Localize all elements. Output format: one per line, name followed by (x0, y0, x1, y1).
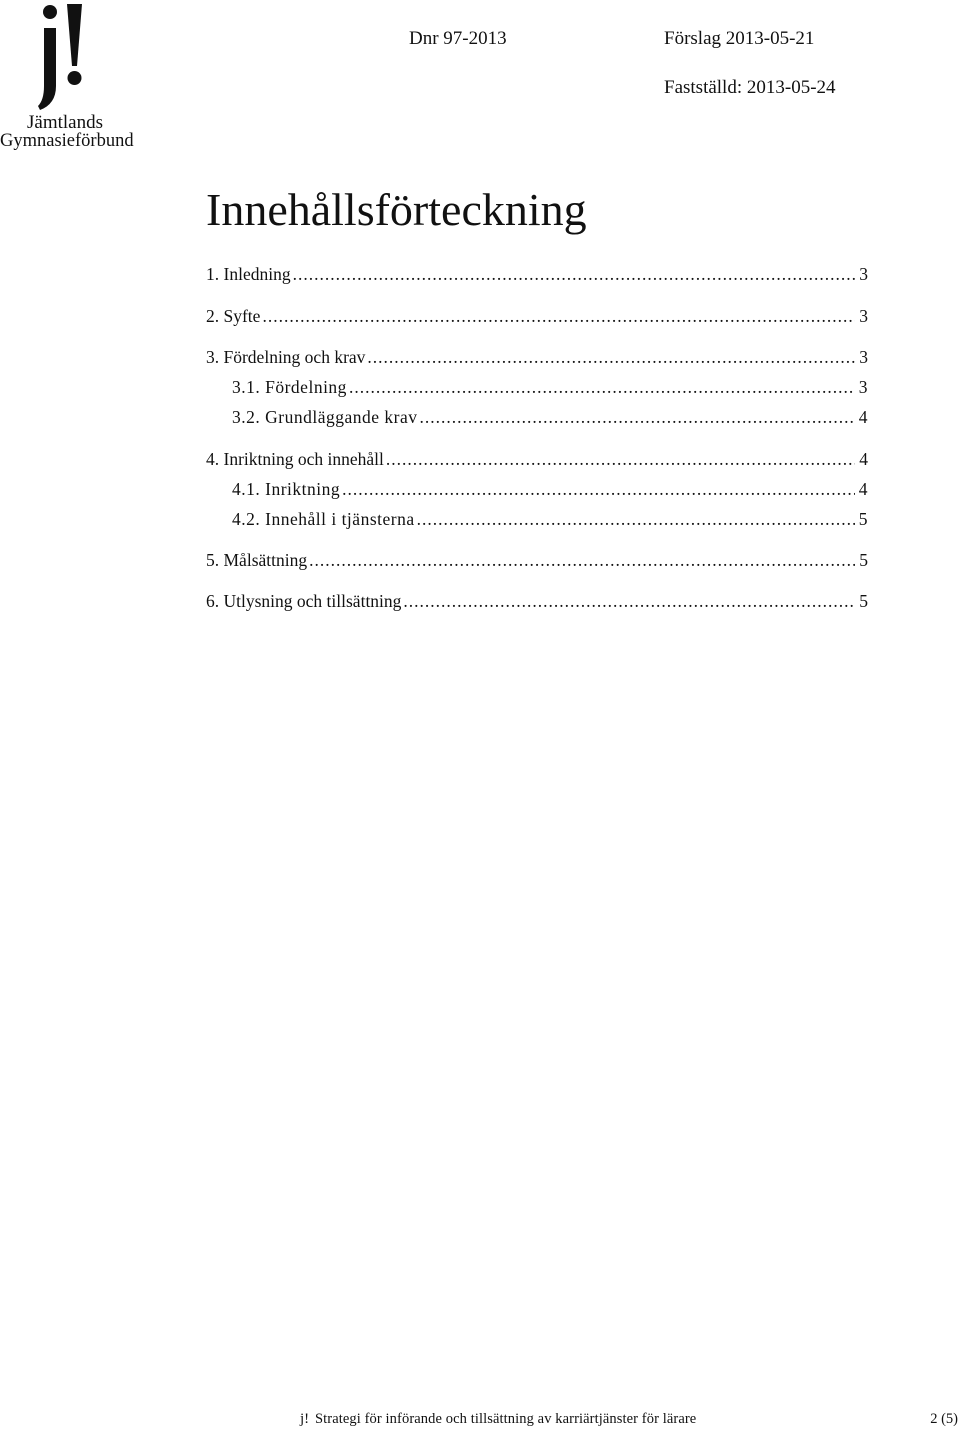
toc-dot-leader (262, 305, 855, 327)
toc-dot-leader (403, 590, 855, 612)
toc-entry-3[interactable] (206, 346, 868, 368)
j-exclamation-logo-icon (36, 0, 96, 112)
toc-entry-page: 4 (858, 479, 868, 499)
logo-text-line2: Gymnasieförbund (0, 131, 134, 151)
toc-entry-4[interactable] (206, 448, 868, 470)
toc-entry-page: 5 (859, 591, 868, 611)
footer-logo-mark: j! (300, 1411, 310, 1427)
toc-entry-label: 5. Målsättning (206, 550, 308, 570)
toc-dot-leader (309, 549, 855, 571)
toc-entry-page: 5 (859, 550, 868, 570)
toc-dot-leader (386, 448, 855, 470)
toc-entry-page: 4 (858, 407, 868, 427)
toc-entry-label: 3.1. Fördelning (232, 377, 347, 397)
toc-entry-page: 4 (859, 449, 868, 469)
toc-entry-2[interactable] (206, 305, 868, 327)
toc-entry-label: 1. Inledning (206, 264, 291, 284)
toc-entry-5[interactable] (206, 549, 868, 571)
toc-entry-label: 3. Fördelning och krav (206, 347, 366, 367)
toc-entry-label: 4.1. Inriktning (232, 479, 341, 499)
toc-dot-leader (349, 376, 855, 398)
toc-entry-label: 4.2. Innehåll i tjänsterna (232, 509, 415, 529)
document-number: Dnr 97-2013 (409, 28, 507, 49)
toc-entry-page: 3 (859, 347, 868, 367)
toc-entry-label: 6. Utlysning och tillsättning (206, 591, 402, 611)
toc-entry-page: 3 (858, 377, 868, 397)
footer-page-number: 2 (5) (930, 1411, 958, 1427)
approval-date: Fastställd: 2013-05-24 (664, 77, 836, 98)
toc-dot-leader (417, 508, 855, 530)
toc-entry-label: 2. Syfte (206, 306, 261, 326)
toc-entry-page: 3 (859, 264, 868, 284)
page-footer (300, 1408, 958, 1430)
toc-entry-3-1[interactable] (232, 376, 868, 398)
toc-entry-1[interactable] (206, 263, 868, 285)
toc-entry-3-2[interactable] (232, 406, 868, 428)
toc-entry-page: 3 (859, 306, 868, 326)
proposal-date: Förslag 2013-05-21 (664, 28, 815, 49)
logo-text-line1: Jämtlands (27, 112, 103, 133)
toc-title: Innehållsförteckning (206, 184, 587, 235)
toc-dot-leader (419, 406, 854, 428)
toc-entry-4-1[interactable] (232, 478, 868, 500)
footer-document-title: Strategi för införande och tillsättning av karriärtjänster för lärare (315, 1411, 697, 1427)
toc-entry-label: 3.2. Grundläggande krav (232, 407, 418, 427)
toc-dot-leader (367, 346, 855, 368)
toc-dot-leader (293, 263, 856, 285)
toc-dot-leader (342, 478, 855, 500)
toc-entry-label: 4. Inriktning och innehåll (206, 449, 384, 469)
toc-entry-4-2[interactable] (232, 508, 868, 530)
toc-entry-page: 5 (858, 509, 868, 529)
toc-entry-6[interactable] (206, 590, 868, 612)
organization-logo (0, 0, 140, 160)
